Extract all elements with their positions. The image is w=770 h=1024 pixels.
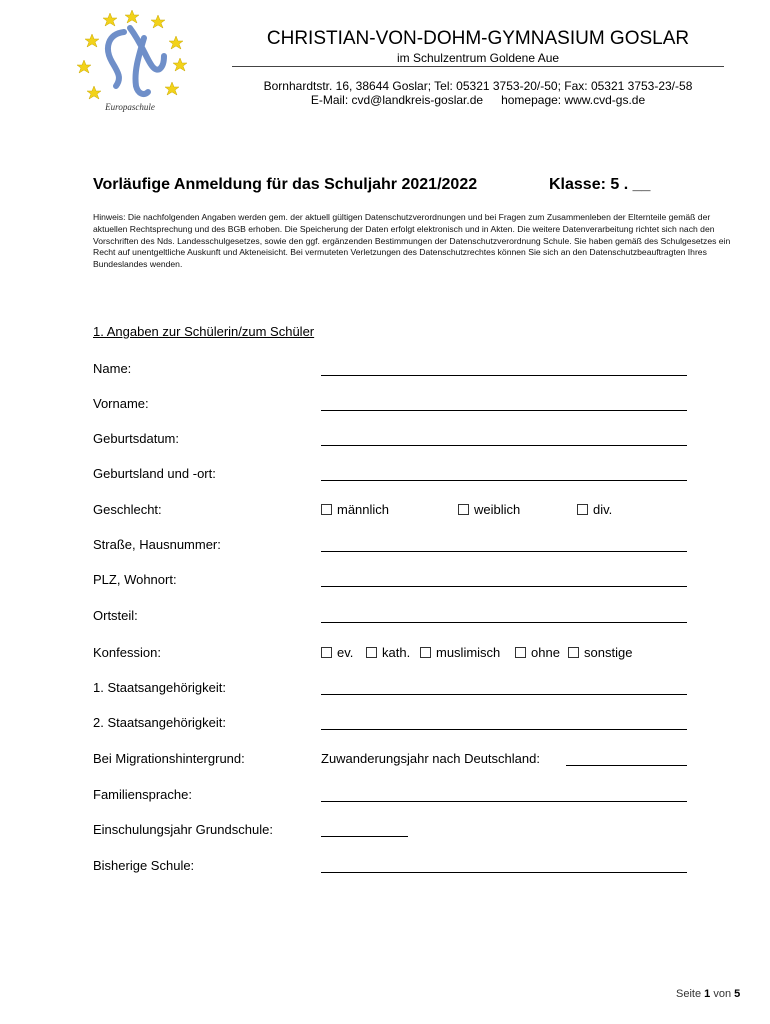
logo-star xyxy=(151,15,165,28)
checkbox-icon xyxy=(577,504,588,515)
privacy-notice: Hinweis: Die nachfolgenden Angaben werden gem. der aktuell gültigen Datenschutzverordnungen und bei Fragen zum Zusammenleben der Elternteile gemäß der aktuellen Rechtsprechung und des BGB erhoben. Die Speicherung der Daten erfolgt elektronisch und in Akten. Die weitere Datenverarbeitung richtet sich nach den Vorschriften des Nds. Landesschulgesetzes, sowie den ggf. ergänzenden Bestimmungen der Datenschutzverordnung Schule. Sie haben gemäß des Schulgesetzes ein Recht auf unentgeltliche Auskunft und Akteneisicht. Bei vermuteten Verletzungen des Datenschutzrechtes können Sie sich an den Datenschutzbeauftragten Ihres Bundeslandes wenden. xyxy=(93,212,731,270)
field-row-geschlecht xyxy=(93,502,733,520)
field-row-bisherige-schule xyxy=(93,858,733,876)
bisherige-schule-input-line[interactable] xyxy=(321,858,687,873)
logo-star xyxy=(85,34,99,47)
ortsteil-input-line[interactable] xyxy=(321,608,687,623)
checkbox-icon xyxy=(568,647,579,658)
field-label: Geburtsdatum: xyxy=(93,431,179,446)
logo-star xyxy=(173,58,187,71)
form-title: Vorläufige Anmeldung für das Schuljahr 2021/2022 xyxy=(93,176,478,193)
field-label: Geburtsland und -ort: xyxy=(93,466,216,481)
geburtsland-input-line[interactable] xyxy=(321,466,687,481)
school-logo xyxy=(72,8,192,118)
field-label: Ortsteil: xyxy=(93,608,138,623)
logo-star xyxy=(103,13,117,26)
klasse-field: Klasse: 5 . __ xyxy=(549,176,651,193)
logo-star xyxy=(165,82,179,95)
geburtsdatum-input-line[interactable] xyxy=(321,431,687,446)
header-rule xyxy=(232,66,724,67)
school-subtitle: im Schulzentrum Goldene Aue xyxy=(396,51,560,65)
checkbox-div[interactable]: div. xyxy=(577,502,612,517)
page-number: Seite 1 von 5 xyxy=(676,988,741,1000)
field-label: Name: xyxy=(93,361,132,376)
field-row-staat1 xyxy=(93,680,733,698)
checkbox-icon xyxy=(420,647,431,658)
checkbox-ohne[interactable]: ohne xyxy=(515,645,560,660)
logo-star xyxy=(125,10,139,23)
checkbox-muslimisch[interactable]: muslimisch xyxy=(420,645,500,660)
checkbox-sonstige[interactable]: sonstige xyxy=(568,645,632,660)
field-row-geburtsdatum xyxy=(93,431,733,449)
field-label: Vorname: xyxy=(93,396,149,411)
field-label: Straße, Hausnummer: xyxy=(93,537,221,552)
section-title: 1. Angaben zur Schülerin/zum Schüler xyxy=(93,324,315,339)
field-row-geburtsland xyxy=(93,466,733,484)
field-row-migration xyxy=(93,751,733,769)
field-label: Einschulungsjahr Grundschule: xyxy=(93,822,273,837)
zuwanderungsjahr-input-line[interactable] xyxy=(566,751,687,766)
einschulung-input-line[interactable] xyxy=(321,822,408,837)
logo-text: Europaschule xyxy=(105,102,155,112)
field-row-familiensprache xyxy=(93,787,733,805)
field-label: Konfession: xyxy=(93,645,161,660)
address-line: Bornhardtstr. 16, 38644 Goslar; Tel: 05321 3753-20/-50; Fax: 05321 3753-23/-58 xyxy=(263,79,693,93)
field-label: PLZ, Wohnort: xyxy=(93,572,177,587)
logo-star xyxy=(87,86,101,99)
field-row-vorname xyxy=(93,396,733,414)
school-name: CHRISTIAN-VON-DOHM-GYMNASIUM GOSLAR xyxy=(266,28,690,49)
contact-line xyxy=(232,93,724,107)
vorname-input-line[interactable] xyxy=(321,396,687,411)
checkbox-icon xyxy=(321,504,332,515)
checkbox-kath[interactable]: kath. xyxy=(366,645,410,660)
field-label: 2. Staatsangehörigkeit: xyxy=(93,715,226,730)
strasse-input-line[interactable] xyxy=(321,537,687,552)
field-label: Bei Migrationshintergrund: xyxy=(93,751,245,766)
migration-prompt: Zuwanderungsjahr nach Deutschland: xyxy=(321,751,540,766)
field-row-plz xyxy=(93,572,733,590)
school-address xyxy=(232,79,724,107)
field-row-strasse xyxy=(93,537,733,555)
field-label: Bisherige Schule: xyxy=(93,858,195,873)
checkbox-icon xyxy=(366,647,377,658)
staat2-input-line[interactable] xyxy=(321,715,687,730)
field-row-staat2 xyxy=(93,715,733,733)
plz-input-line[interactable] xyxy=(321,572,687,587)
staat1-input-line[interactable] xyxy=(321,680,687,695)
field-label: Familiensprache: xyxy=(93,787,192,802)
checkbox-icon xyxy=(458,504,469,515)
field-row-name xyxy=(93,361,733,379)
checkbox-icon xyxy=(321,647,332,658)
homepage-text: homepage: www.cvd-gs.de xyxy=(501,93,646,107)
field-row-ortsteil xyxy=(93,608,733,626)
email-text: E-Mail: cvd@landkreis-goslar.de xyxy=(310,93,484,107)
checkbox-icon xyxy=(515,647,526,658)
field-row-einschulung xyxy=(93,822,733,840)
checkbox-ev[interactable]: ev. xyxy=(321,645,353,660)
logo-star xyxy=(77,60,91,73)
field-row-konfession xyxy=(93,645,733,663)
field-label: 1. Staatsangehörigkeit: xyxy=(93,680,226,695)
logo-star xyxy=(169,36,183,49)
checkbox-weiblich[interactable]: weiblich xyxy=(458,502,520,517)
checkbox-maennlich[interactable]: männlich xyxy=(321,502,389,517)
field-label: Geschlecht: xyxy=(93,502,162,517)
logo-letters xyxy=(108,28,164,94)
familiensprache-input-line[interactable] xyxy=(321,787,687,802)
name-input-line[interactable] xyxy=(321,361,687,376)
